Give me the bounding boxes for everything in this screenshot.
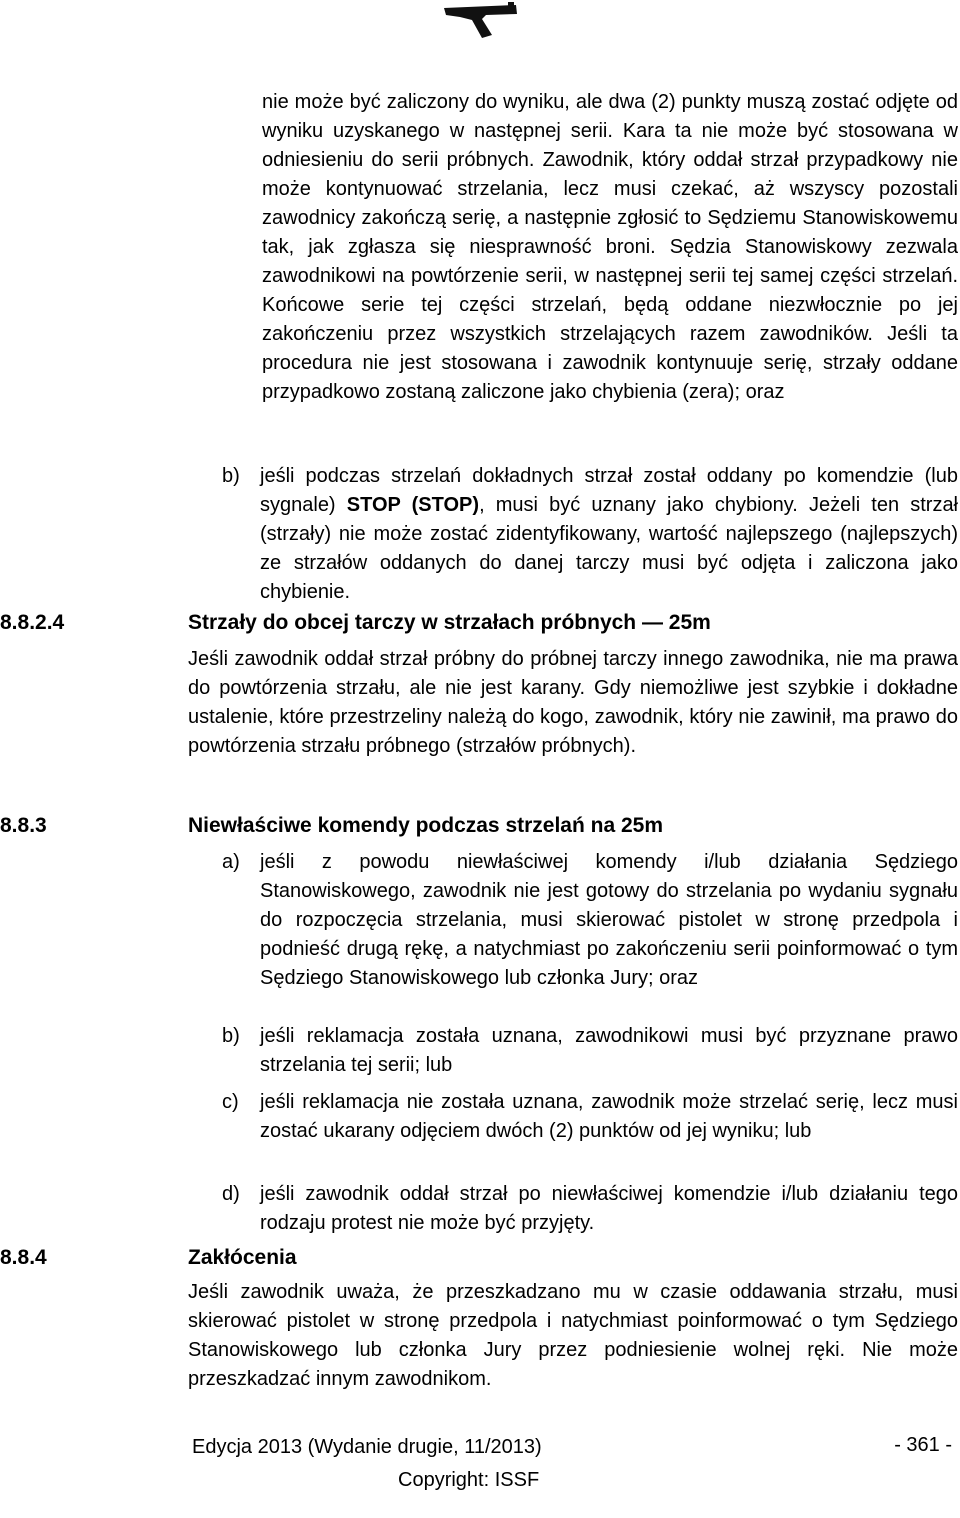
- pistol-icon: [440, 2, 520, 40]
- list-item-b-stop: [222, 462, 958, 607]
- list-item-label: d): [222, 1183, 240, 1205]
- list-item-label: b): [222, 1025, 240, 1047]
- list-item-c: [222, 1088, 958, 1146]
- list-item-label: b): [222, 465, 240, 487]
- section-heading-8-8-3: [0, 811, 958, 840]
- footer-edition: Edycja 2013 (Wydanie drugie, 11/2013): [192, 1436, 542, 1458]
- section-heading-8-8-2-4: [0, 608, 958, 637]
- section-body-8-8-4: Jeśli zawodnik uważa, że przeszkadzano mu w czasie oddawania strzału, musi skierować pistolet w stronę przedpola i natychmiast poinformować o tym Sędziego Stanowiskowego lub członka Jury przez podniesienie wolnej ręki. Nie może przeszkadzać innym zawodnikom.: [188, 1281, 958, 1390]
- list-item-text: jeśli podczas strzelań dokładnych strzał został oddany po komendzie (lub sygnale) STOP (STOP), musi być uznany jako chybiony. Jeżeli ten strzał (strzały) nie może zostać zidentyfikowany, wartość najlepszego (najlepszych) ze strzałów oddanych do danej tarczy musi być odjęta i zaliczona jako chybienie.: [260, 465, 959, 603]
- list-item-label: c): [222, 1091, 239, 1113]
- list-item-label: a): [222, 851, 240, 873]
- section-title: Strzały do obcej tarczy w strzałach próbnych — 25m: [188, 611, 711, 634]
- list-item-text: jeśli z powodu niewłaściwej komendy i/lub działania Sędziego Stanowiskowego, zawodnik nie jest gotowy do strzelania po wydaniu sygnału do rozpoczęcia strzelania, musi skierować pistolet w stronę przedpola i podnieść drugą rękę, a natychmiast po zakończeniu serii poinformować o tym Sędziego Stanowiskowego lub członka Jury; oraz: [260, 851, 958, 989]
- section-number: 8.8.4: [0, 1246, 47, 1269]
- section-number: 8.8.3: [0, 814, 47, 837]
- stop-command: STOP (STOP): [346, 494, 480, 516]
- list-item-a: [222, 848, 958, 993]
- page-number: - 361 -: [894, 1434, 952, 1456]
- list-item-text: jeśli reklamacja została uznana, zawodnikowi musi być przyznane prawo strzelania tej serii; lub: [260, 1025, 958, 1076]
- list-item-text: jeśli reklamacja nie została uznana, zawodnik może strzelać serię, lecz musi zostać ukarany odjęciem dwóch (2) punktów od jej wyniku; lub: [260, 1091, 958, 1142]
- footer-copyright: Copyright: ISSF: [398, 1469, 540, 1491]
- section-number: 8.8.2.4: [0, 611, 65, 634]
- section-title: Zakłócenia: [188, 1246, 297, 1269]
- list-item-b: [222, 1022, 958, 1080]
- continuation-paragraph: [262, 88, 958, 407]
- list-item-d: [222, 1180, 958, 1238]
- section-heading-8-8-4: [0, 1243, 958, 1272]
- section-title: Niewłaściwe komendy podczas strzelań na 25m: [188, 814, 664, 837]
- section-body-8-8-2-4: Jeśli zawodnik oddał strzał próbny do próbnej tarczy innego zawodnika, nie ma prawa do powtórzenia strzału, ale nie jest karany. Gdy niemożliwe jest szybkie i dokładne ustalenie, które przestrzeliny należą do kogo, zawodnik, który nie zawinił, ma prawo do powtórzenia strzału próbnego (strzałów próbnych).: [188, 648, 958, 757]
- list-item-text: jeśli zawodnik oddał strzał po niewłaściwej komendzie i/lub działaniu tego rodzaju protest nie może być przyjęty.: [260, 1183, 958, 1234]
- continuation-text: nie może być zaliczony do wyniku, ale dwa (2) punkty muszą zostać odjęte od wyniku uzyskanego w następnej serii. Kara ta nie może być stosowana w odniesieniu do serii próbnych. Zawodnik, który oddał strzał przypadkowy nie może kontynuować strzelania, lecz musi czekać, aż wszyscy pozostali zawodnicy zakończą serię, a następnie zgłosić to Sędziemu Stanowiskowemu tak, jak zgłasza się niesprawność broni. Sędzia Stanowiskowy zezwala zawodnikowi na powtórzenie serii, w następnej serii tej samej części strzelań. Końcowe serie tej części strzelań, będą oddane niezwłocznie po jej zakończeniu przez wszystkich strzelających razem zawodników. Jeśli ta procedura nie jest stosowana i zawodnik kontynuuje serię, strzały oddane przypadkowo zostaną zaliczone jako chybienia (zera); oraz: [262, 91, 958, 403]
